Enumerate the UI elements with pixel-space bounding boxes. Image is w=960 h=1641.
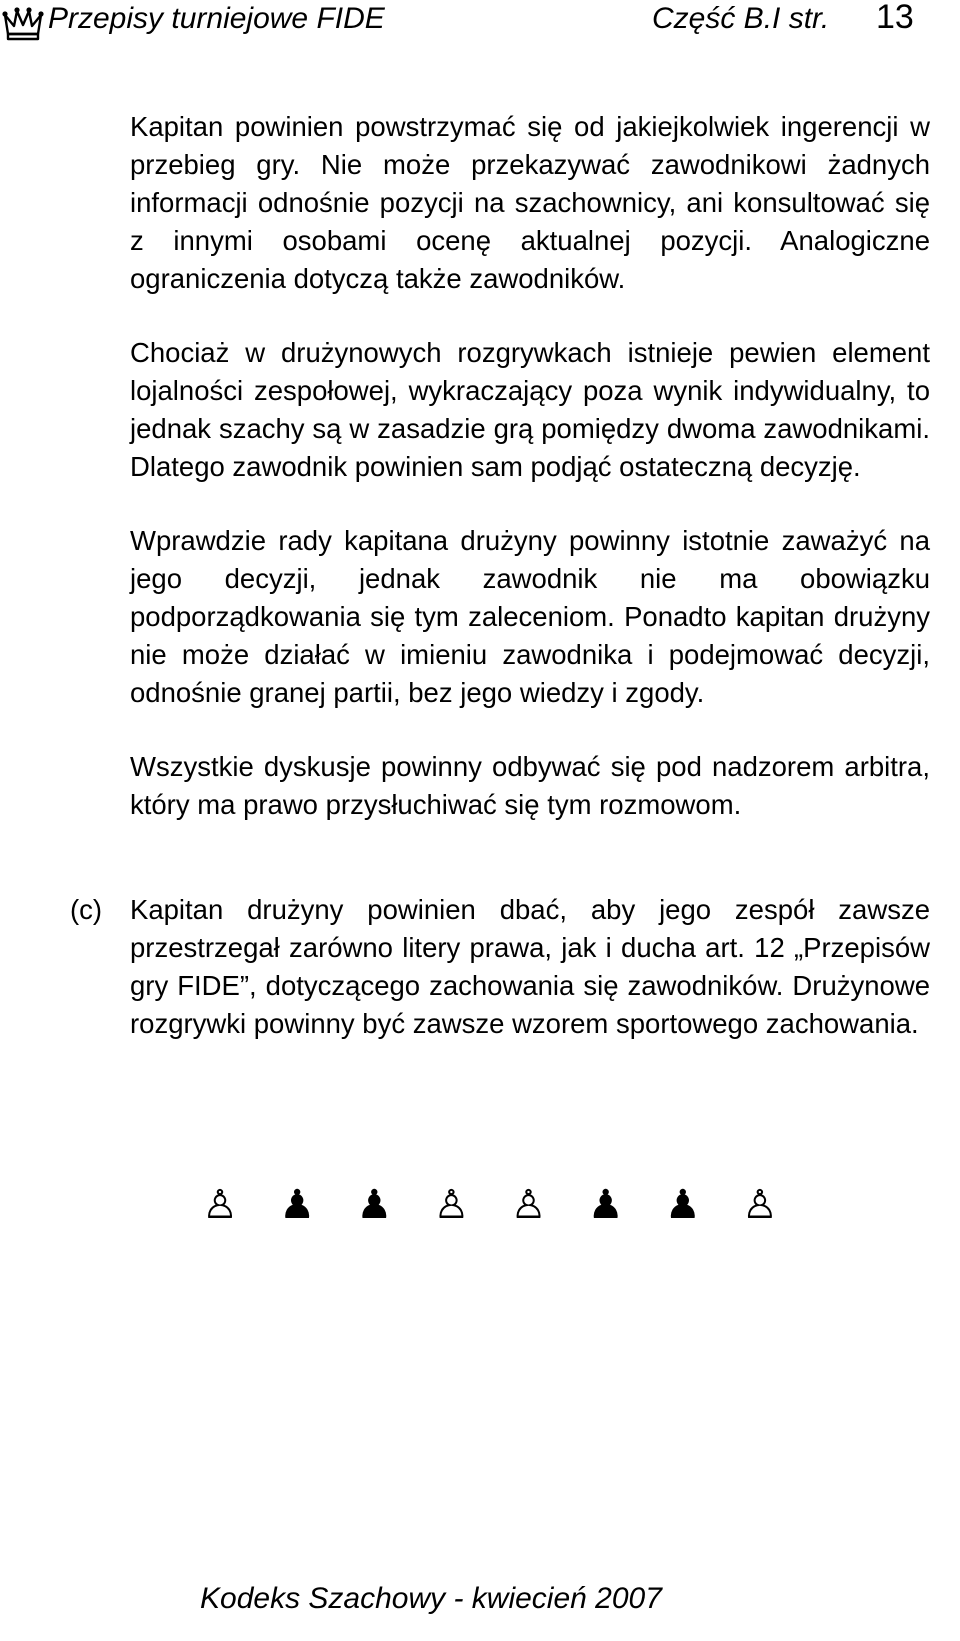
list-marker: (c) bbox=[70, 894, 103, 925]
black-pawn-icon: ♟ bbox=[587, 1182, 624, 1228]
white-pawn-icon: ♙ bbox=[433, 1182, 470, 1228]
white-pawn-icon: ♙ bbox=[742, 1182, 778, 1228]
paragraph-arbiter-supervision: Wszystkie dyskusje powinny odbywać się pod nadzorem arbitra, który ma prawo przysłuchiwać się tym rozmowom. bbox=[130, 751, 930, 820]
paragraph-team-loyalty: Chociaż w drużynowych rozgrywkach istnieje pewien element lojalności zespołowej, wykraczający poza wynik indywidualny, to jednak szachy są w zasadzie grą pomiędzy dwoma zawodnikami. Dlatego zawodnik powinien sam podjąć ostateczną decyzję. bbox=[130, 337, 930, 482]
white-pawn-icon: ♙ bbox=[202, 1182, 238, 1228]
queen-icon bbox=[2, 6, 44, 42]
section-label: Część B.I str. bbox=[652, 2, 830, 35]
list-item-c bbox=[70, 891, 930, 1043]
black-pawn-icon: ♟ bbox=[664, 1182, 701, 1228]
page-footer: Kodeks Szachowy - kwiecień 2007 bbox=[200, 1582, 662, 1615]
page-number: 13 bbox=[876, 0, 914, 36]
list-item-text: Kapitan drużyny powinien dbać, aby jego zespół zawsze przestrzegał zarówno litery prawa, jak i ducha art. 12 „Przepisów gry FIDE”, dotyczącego zachowania się zawodników. Drużynowe rozgrywki powinny być zawsze wzorem sportowego zachowania. bbox=[130, 894, 930, 1039]
page-header bbox=[0, 0, 960, 44]
body-text bbox=[130, 108, 930, 824]
paragraph-captain-conduct: Kapitan powinien powstrzymać się od jakiejkolwiek ingerencji w przebieg gry. Nie może przekazywać zawodnikowi żadnych informacji odnośnie pozycji na szachownicy, ani konsultować się z innymi osobami ocenę aktualnej pozycji. Analogiczne ograniczenia dotyczą także zawodników. bbox=[130, 111, 930, 294]
document-title: Przepisy turniejowe FIDE bbox=[48, 2, 385, 35]
paragraph-captain-advice: Wprawdzie rady kapitana drużyny powinny istotnie zaważyć na jego decyzji, jednak zawodnik nie ma obowiązku podporządkowania się tym zaleceniom. Ponadto kapitan drużyny nie może działać w imieniu zawodnika i podejmować decyzji, odnośnie granej partii, bez jego wiedzy i zgody. bbox=[130, 525, 930, 708]
black-pawn-icon: ♟ bbox=[356, 1182, 393, 1228]
white-pawn-icon: ♙ bbox=[510, 1182, 547, 1228]
black-pawn-icon: ♟ bbox=[279, 1182, 316, 1228]
chess-pawn-ornament bbox=[200, 1180, 780, 1230]
